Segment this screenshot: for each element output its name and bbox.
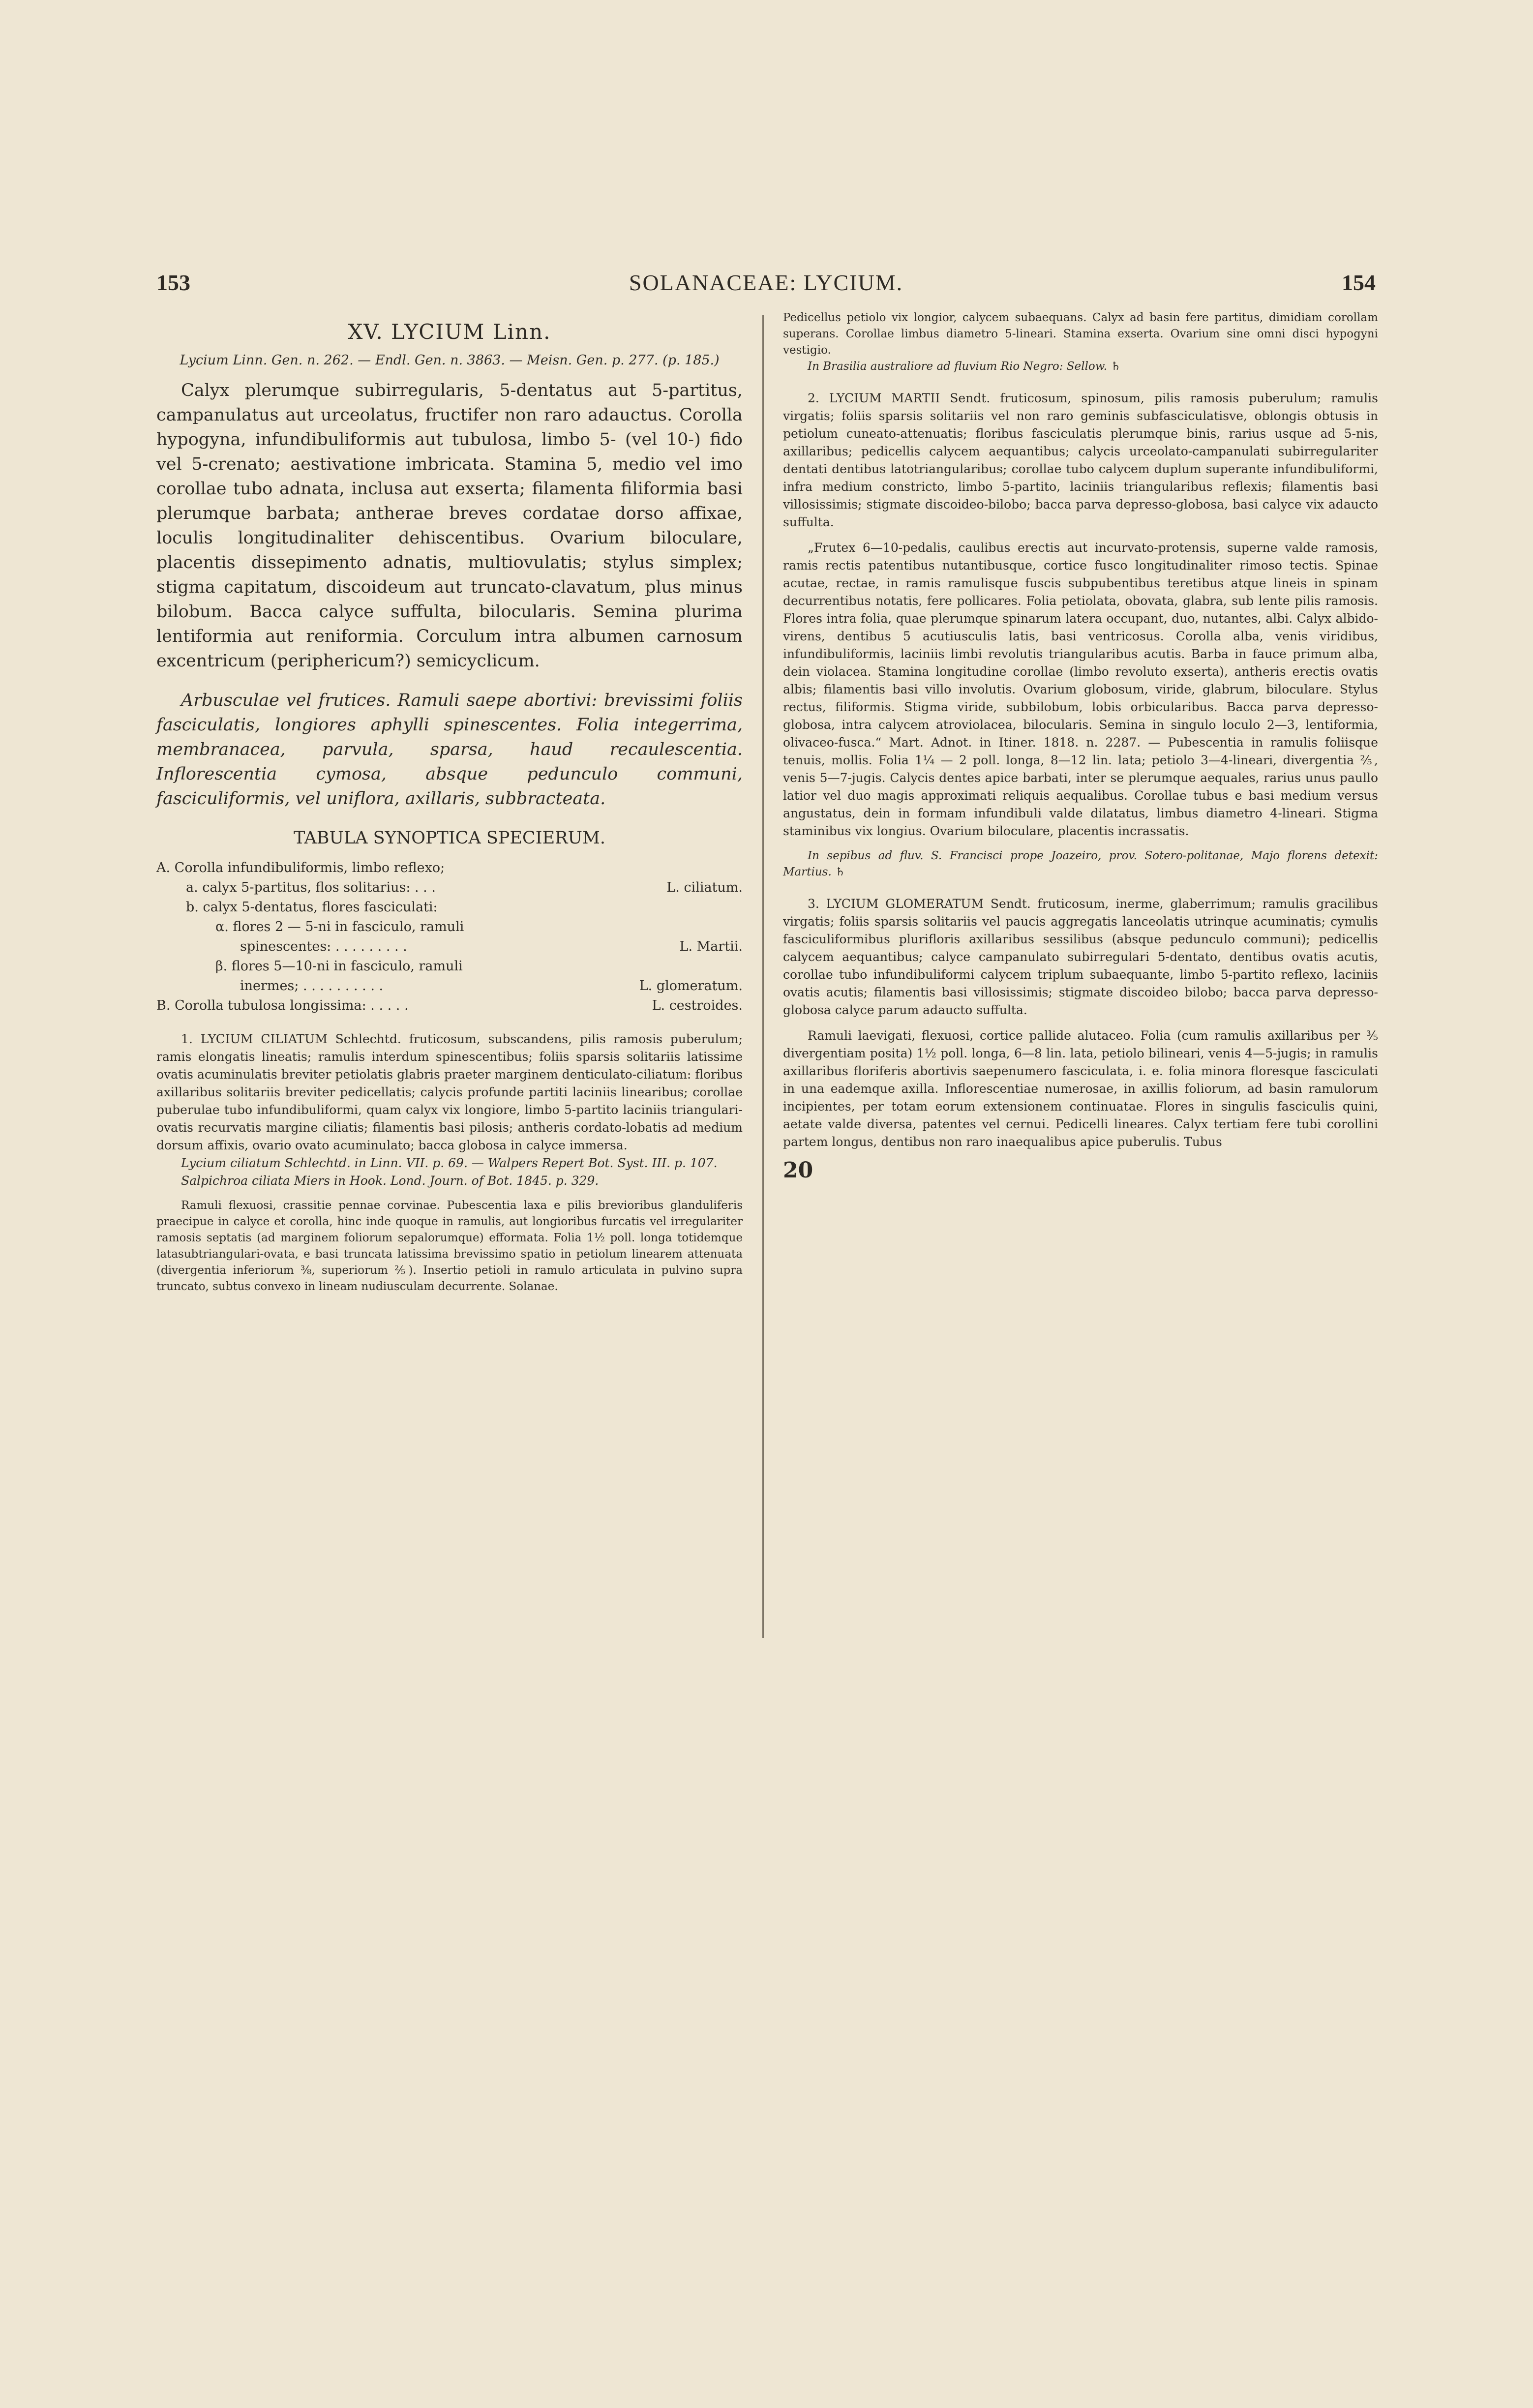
running-header <box>156 270 1376 304</box>
page-number-left: 153 <box>156 270 190 295</box>
page-number-right: 154 <box>1342 270 1376 295</box>
genus-habit: Arbusculae vel frutices. Ramuli saepe abortivi: brevissimi foliis fasciculatis, longiores aphylli spinescentes. Folia integerrima, membranacea, parvula, sparsa, haud recaulescentia. Inflorescentia cymosa, absque pedunculo communi, fasciculiformis, vel uniflora, axillaris, subbracteata. <box>156 691 743 809</box>
synopsis-row <box>156 976 743 996</box>
synopsis-title: TABULA SYNOPTICA SPECIERUM. <box>294 828 605 848</box>
synopsis-text: b. calyx 5-dentatus, flores fasciculati: <box>186 900 438 915</box>
species-2-diagnosis: 2. LYCIUM MARTII Sendt. fruticosum, spinosum, pilis ramosis puberulum; ramulis virgatis; foliis sparsis solitariis vel non raro geminis subfasciculatisve, oblongis obtusis in petiolum cuneato-attenuatis; floribus fasciculatis plerumque binis, rarius usque ad 5-nis, axillaribus; pedicellis calycem aequantibus; calycis urceolato-campanulati subirregulariter dentati dentibus latotriangularibus; corollae tubo calycem duplum superante infundibuliformi, infra medium constricto, limbo 5-partito, laciniis triangularibus reflexis; filamentis basi villosissimis; stigmate discoideo-bilobo; bacca parva depresso-globosa, basi calyce vix adaucto suffulta. <box>783 391 1378 529</box>
genus-title: XV. LYCIUM Linn. <box>348 320 551 344</box>
synopsis-row <box>156 917 743 937</box>
species-1-continuation: Pedicellus petiolo vix longior, calycem subaequans. Calyx ad basin fere partitus, dimidiam corollam superans. Corollae limbus diametro 5-lineari. Stamina exserta. Ovarium sine omni disci hypogyni vestigio. <box>783 311 1378 357</box>
species-2-field-notes: „Frutex 6—10-pedalis, caulibus erectis aut incurvato-protensis, superne valde ramosis, ramis rectis patentibus nutantibusque, cortice fusco longitudinaliter rimoso tectis. Spinae acutae, rectae, in ramis ramulisque fuscis subpubentibus teretibus atque lineis in spinam decurrentibus notatis, fere pollicares. Folia petiolata, obovata, glabra, sub lente pilis ramosis. Flores intra folia, quae plerumque spinarum latera occupant, duo, nutantes, albi. Calyx albido-virens, dentibus 5 acutiusculis latis, basi ventricosus. Corolla alba, venis viridibus, infundibuliformis, laciniis limbi revolutis triangularibus acutis. Barba in fauce primum alba, dein violacea. Stamina longitudine corollae (limbo revoluto exserta), antheris erectis ovatis albis; filamentis basi villo involutis. Ovarium globosum, viride, glabrum, biloculare. Stylus rectus, filiformis. Stigma viride, subbilobum, lobis orbicularibus. Bacca parva depresso-globosa, intra calycem atroviolacea, bilocularis. Semina in singulo loculo 2—3, lentiformia, olivaceo-fusca.“ Mart. Adnot. in Itiner. 1818. n. 2287. — Pubescentia in ramulis foliisque tenuis, mollis. Folia 1¼ — 2 poll. longa, 8—12 lin. lata; petiolo 3—4-lineari, divergentia ⅖, venis 5—7-jugis. Calycis dentes apice barbati, inter se plerumque aequales, rarius unus paullo latior vel duo magis approximati reliquis aequalibus. Corollae tubus e basi medium versus angustatus, dein in formam infundibuli valde dilatatus, limbus diametro 4-lineari. Stigma staminibus vix longius. Ovarium biloculare, placentis incrassatis. <box>783 541 1378 838</box>
synopsis-result: L. Martii. <box>676 937 743 957</box>
synopsis-result: L. glomeratum. <box>635 976 743 996</box>
column-divider <box>762 315 764 1638</box>
species-3-diagnosis: 3. LYCIUM GLOMERATUM Sendt. fruticosum, inerme, glaberrimum; ramulis gracilibus virgatis; foliis sparsis solitariis vel paucis aggregatis lanceolatis utrinque acuminatis; cymulis fasciculiformibus plurifloris axillaribus sessilibus (absque pedunculo communi); pedicellis calycem aequantibus; calyce campanulato subirregulari 5-dentato, dentibus ovatis acutis, corollae tubo infundibuliformi calycem triplum subaequante, limbo 5-partito reflexo, laciniis ovatis acutis; filamentis basi villosissimis; stigmate discoideo bilobo; bacca parva depresso-globosa calyce parum adaucto suffulta. <box>783 897 1378 1017</box>
synopsis-text: B. Corolla tubulosa longissima: . . . . . <box>156 998 409 1013</box>
synopsis-text: spinescentes: . . . . . . . . . <box>240 939 407 954</box>
synopsis-key <box>156 858 743 1016</box>
species-1-diagnosis: 1. LYCIUM CILIATUM Schlechtd. fruticosum, subscandens, pilis ramosis puberulum; ramis elongatis lineatis; ramulis interdum spinescentibus; foliis sparsis solitariis latissime ovatis acuminulatis breviter petiolatis glabris praeter marginem denticulato-ciliatum: floribus axillaribus solitariis breviter pedicellatis; calycis profunde partiti laciniis linearibus; corollae puberulae tubo infundibuliformi, quam calyx vix longiore, limbo 5-partito laciniis triangulari-ovatis recurvatis margine ciliatis; filamentis basi pilosis; antheris cordato-lobatis ad medium dorsum affixis, ovario ovato acuminulato; bacca globosa in calyce immersa. <box>156 1032 743 1152</box>
synopsis-row <box>156 937 743 957</box>
synopsis-row <box>156 898 743 917</box>
species-3-details: Ramuli laevigati, flexuosi, cortice pallide alutaceo. Folia (cum ramulis axillaribus per ⅗ divergentiam posita) 1½ poll. longa, 6—8 lin. lata, petiolo bilineari, venis 4—5-jugis; in ramulis axillaribus floriferis abortivis saepenumero fasciculata, i. e. folia minora floresque fasciculati in una eademque axilla. Inflorescentiae numerosae, in axillis foliorum, ad basin ramulorum incipientes, per totam eorum extensionem continuatae. Flores in singulis fasciculis quini, aetate valde diversa, patentes vel cernui. Pedicelli lineares. Calyx tertiam fere tubi corollini partem longus, dentibus non raro inaequalibus apice puberulis. Tubus <box>783 1028 1378 1149</box>
synopsis-result: L. cestroides. <box>648 996 743 1016</box>
left-column <box>156 310 743 1295</box>
running-title: SOLANACEAE: LYCIUM. <box>629 270 903 295</box>
synopsis-text: a. calyx 5-partitus, flos solitarius: . . . <box>186 880 436 895</box>
genus-references: Lycium Linn. Gen. n. 262. — Endl. Gen. n. 3863. — Meisn. Gen. p. 277. (p. 185.) <box>180 353 720 368</box>
right-column <box>783 310 1378 1183</box>
synopsis-text: α. flores 2 — 5-ni in fasciculo, ramuli <box>215 919 464 934</box>
synopsis-text: inermes; . . . . . . . . . . <box>240 978 384 993</box>
species-1-locality: In Brasilia australiore ad fluvium Rio Negro: Sellow. ♄ <box>808 360 1121 373</box>
synopsis-row <box>156 858 743 878</box>
synopsis-text: β. flores 5—10-ni in fasciculo, ramuli <box>215 959 463 974</box>
genus-description: Calyx plerumque subirregularis, 5-dentatus aut 5-partitus, campanulatus aut urceolatus, fructifer non raro adauctus. Corolla hypogyna, infundibuliformis aut tubulosa, limbo 5- (vel 10-) fido vel 5-crenato; aestivatione imbricata. Stamina 5, medio vel imo corollae tubo adnata, inclusa aut exserta; filamenta filiformia basi plerumque barbata; antherae breves cordatae dorso affixae, loculis longitudinaliter dehiscentibus. Ovarium biloculare, placentis dissepimento adnatis, multiovulatis; stylus simplex; stigma capitatum, discoideum aut truncato-clavatum, plus minus bilobum. Bacca calyce suffulta, bilocularis. Semina plurima lentiformia aut reniformia. Corculum intra albumen carnosum excentricum (periphericum?) semicyclicum. <box>156 381 743 671</box>
signature-mark: 20 <box>783 1158 813 1183</box>
species-1-details: Ramuli flexuosi, crassitie pennae corvinae. Pubescentia laxa e pilis brevioribus glanduliferis praecipue in calyce et corolla, hinc inde quoque in ramulis, aut longioribus furcatis vel irregulariter ramosis septatis (ad marginem foliorum sepalorumque) efformata. Folia 1½ poll. longa totidemque latasubtriangulari-ovata, e basi truncata latissima brevissimo spatio in petiolum linearem attenuata (divergentia inferiorum ⅜, superiorum ⅖). Insertio petioli in ramulo articulata in pulvino supra truncato, subtus convexo in lineam nudiusculam decurrente. Solanae. <box>156 1199 743 1293</box>
synopsis-row <box>156 996 743 1016</box>
synopsis-text: A. Corolla infundibuliformis, limbo reflexo; <box>156 860 445 875</box>
species-2-locality: In sepibus ad fluv. S. Francisci prope Joazeiro, prov. Sotero-politanae, Majo florens detexit: Martius. ♄ <box>783 849 1378 878</box>
synopsis-row <box>156 957 743 976</box>
synopsis-result: L. ciliatum. <box>662 878 743 898</box>
species-1-synonym-1: Lycium ciliatum Schlechtd. in Linn. VII. p. 69. — Walpers Repert Bot. Syst. III. p. 107. <box>181 1156 718 1170</box>
synopsis-row <box>156 878 743 898</box>
species-1-synonym-2: Salpichroa ciliata Miers in Hook. Lond. Journ. of Bot. 1845. p. 329. <box>181 1174 599 1188</box>
